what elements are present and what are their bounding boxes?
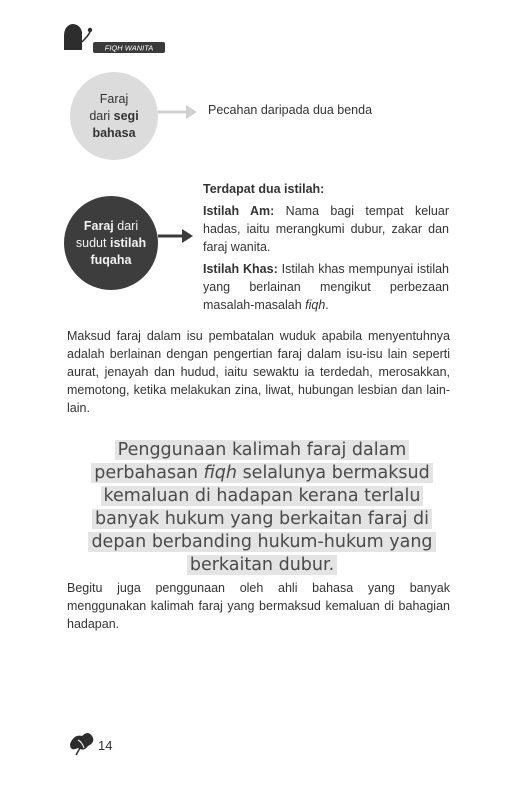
quote-line: Penggunaan kalimah faraj dalam xyxy=(115,440,410,460)
circle-bahasa xyxy=(70,72,158,160)
body-paragraph-1: Maksud faraj dalam isu pembatalan wuduk apabila menyentuhnya adalah berlainan dengan pengertian faraj dalam isu-isu lain seperti aurat, jenayah dan hudud, iaitu sewaktu ia terdedah, merosakkan, memotong, ketika melakukan zina, liwat, hubungan lesbian dan lain-lain. xyxy=(67,329,450,415)
circle1-line3: bahasa xyxy=(92,125,136,140)
circle2-line1-rest: dari xyxy=(113,218,139,233)
quote-line: depan berbanding hukum-hukum yang xyxy=(88,532,435,552)
istilah-khas-italic: fiqh xyxy=(305,298,326,312)
flower-icon xyxy=(66,726,96,756)
definition-bahasa: Pecahan daripada dua benda xyxy=(208,103,373,117)
fiqh-wanita-logo xyxy=(60,14,170,54)
istilah-khas xyxy=(203,260,449,314)
istilah-am-text: Nama bagi tempat keluar hadas, iaitu merangkumi dubur, zakar dan faraj wanita. xyxy=(203,204,449,254)
definition-istilah xyxy=(203,180,449,318)
circle2-line1-bold: Faraj xyxy=(83,218,114,233)
definitions-heading: Terdapat dua istilah: xyxy=(203,182,325,196)
circle1-line1: Faraj xyxy=(99,91,129,106)
pull-quote xyxy=(86,439,438,577)
circle2-line2-bold: istilah xyxy=(109,235,147,250)
body-paragraph-2: Begitu juga penggunaan oleh ahli bahasa yang banyak menggunakan kalimah faraj yang bermaksud kemaluan di bahagian hadapan. xyxy=(67,581,450,631)
quote-line-pre: perbahasan xyxy=(94,463,204,483)
istilah-khas-end: . xyxy=(325,298,329,312)
quote-italic: fiqh xyxy=(203,463,237,483)
page-number: 14 xyxy=(98,738,113,753)
circle-istilah-fuqaha xyxy=(64,196,158,290)
header-label: FIQH WANITA xyxy=(104,43,154,53)
circle1-line2-pre: dari xyxy=(89,108,114,123)
circle1-line2-bold: segi xyxy=(113,108,139,123)
arrow-right-icon xyxy=(158,228,194,244)
istilah-khas-text: Istilah khas mempunyai istilah yang berlainan mengikut perbezaan masalah-masalah xyxy=(203,262,449,312)
circle2-line3: fuqaha xyxy=(90,252,132,267)
quote-line: kemaluan di hadapan kerana terlalu xyxy=(101,486,424,506)
quote-line: berkaitan dubur. xyxy=(187,555,337,575)
istilah-am xyxy=(203,202,449,256)
arrow-right-icon xyxy=(158,104,198,120)
quote-line: banyak hukum yang berkaitan faraj di xyxy=(92,509,432,529)
woman-silhouette-icon xyxy=(64,24,82,50)
istilah-khas-label: Istilah Khas: xyxy=(203,262,278,276)
circle2-line2-pre: sudut xyxy=(75,235,110,250)
quote-line-post: selalunya bermaksud xyxy=(237,463,430,483)
istilah-am-label: Istilah Am: xyxy=(203,204,275,218)
